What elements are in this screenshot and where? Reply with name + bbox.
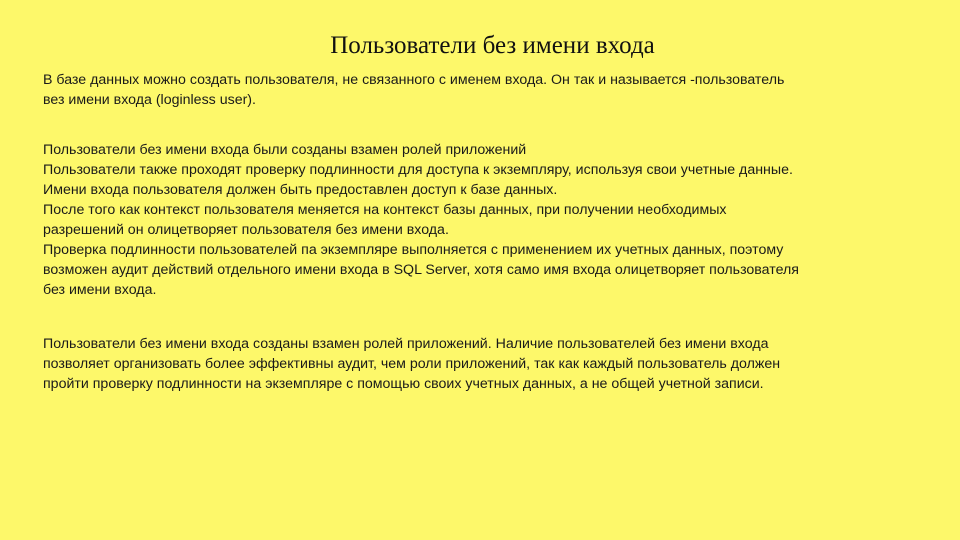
- text-line: Пользователи без имени входа созданы взамен ролей приложений. Наличие пользователей без имени входа: [43, 336, 769, 352]
- paragraph-details: [43, 140, 928, 300]
- text-line: пройти проверку подлинности на экземпляре с помощью своих учетных данных, а не общей учетной записи.: [43, 376, 764, 392]
- text-line: Проверка подлинности пользователей па экземпляре выполняется с применением их учетных данных, поэтому: [43, 242, 784, 258]
- text-line: позволяет организовать более эффективны аудит, чем роли приложений, так как каждый пользователь должен: [43, 356, 781, 372]
- text-line: Пользователи без имени входа были созданы взамен ролей приложений: [43, 142, 527, 158]
- paragraph-summary: [43, 334, 928, 394]
- paragraph-intro: [43, 70, 928, 110]
- text-line: разрешений он олицетворяет пользователя без имени входа.: [43, 222, 449, 238]
- text-line: Имени входа пользователя должен быть предоставлен доступ к базе данных.: [43, 182, 558, 198]
- text-line: После того как контекст пользователя меняется на контекст базы данных, при получении необходимых: [43, 202, 727, 218]
- text-line: В базе данных можно создать пользователя, не связанного с именем входа. Он так и называется -пользователь: [43, 72, 785, 88]
- text-line: без имени входа.: [43, 282, 157, 298]
- slide-title: Пользователи без имени входа: [330, 32, 655, 59]
- text-line: возможен аудит действий отдельного имени входа в SQL Server, хотя само имя входа олицетворяет пользователя: [43, 262, 799, 278]
- text-line: вез имени входа (loginless user).: [43, 92, 256, 108]
- text-line: Пользователи также проходят проверку подлинности для доступа к экземпляру, используя свои учетные данные.: [43, 162, 793, 178]
